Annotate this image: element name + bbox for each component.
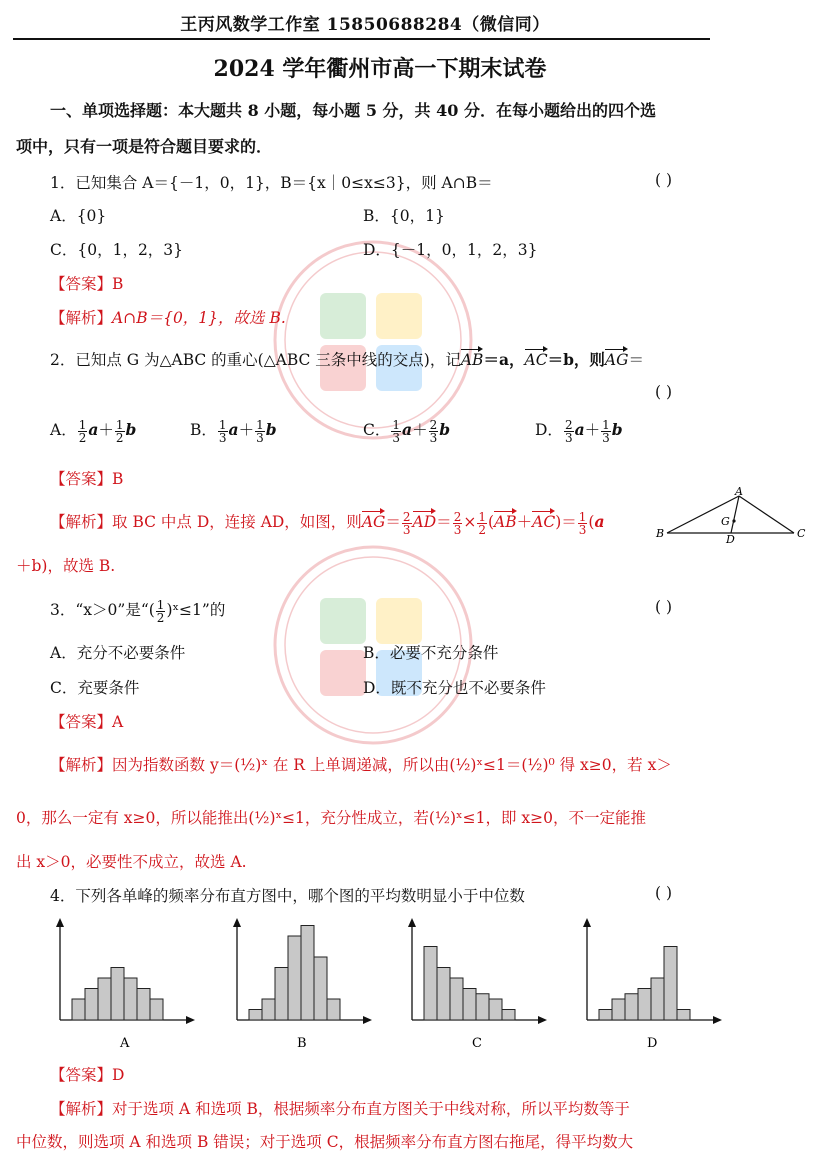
histogram-bar [288,936,301,1020]
q3-stem: 3．“x＞0”是“( $\frac{1}{2}$ )ˣ≤1”的 [50,597,226,625]
histogram-bar [137,989,150,1021]
q2-stem: 2．已知点 G 为△ABC 的重心(△ABC 三条中线的交点)，记AB＝a，AC＝b，则AG＝ [50,350,644,369]
histogram-bar [612,999,625,1020]
y-axis-arrow [408,918,416,927]
histogram-d [583,918,722,1051]
histogram-bar [262,999,275,1020]
q3-analysis: 【解析】因为指数函数 y＝(½)ˣ 在 R 上单调递减，所以由(½)ˣ≤1＝(½)⁰ 得 x≥0，若 x＞ [50,756,672,774]
q1-option-a: A．{0} [50,207,107,225]
x-axis-arrow [538,1016,547,1024]
q1-paren: ( ) [655,171,673,189]
histogram-bar [463,989,476,1021]
y-axis-arrow [233,918,241,927]
histogram-bar [664,947,677,1021]
vector-ab: AB [460,351,484,369]
histogram-bar [450,978,463,1020]
histogram-bar [314,957,327,1020]
q2-answer: 【答案】B [50,470,124,488]
q1-option-b: B．{0，1} [363,207,445,225]
histogram-a [56,918,195,1051]
q1-analysis: 【解析】A∩B＝{0，1}，故选 B. [50,309,286,327]
q3-option-a: A．充分不必要条件 [50,644,186,662]
histogram-bar [437,968,450,1021]
histogram-bar [124,978,137,1020]
histogram-bar [301,926,314,1021]
x-axis-arrow [186,1016,195,1024]
q3-paren: ( ) [655,598,673,616]
label-g: G [721,515,730,528]
q3-analysis-line3: 出 x＞0，必要性不成立，故选 A. [16,853,247,871]
histogram-label: B [297,1036,307,1051]
q4-analysis: 【解析】对于选项 A 和选项 B，根据频率分布直方图关于中线对称，所以平均数等于 [50,1100,630,1118]
histogram-bar [249,1010,262,1021]
q1-option-d: D．{－1，0，1，2，3} [363,241,538,259]
q3-option-b: B．必要不充分条件 [363,644,499,662]
header-rule [13,38,710,40]
histogram-bar [85,989,98,1021]
q4-stem: 4．下列各单峰的频率分布直方图中，哪个图的平均数明显小于中位数 [50,887,525,905]
q2-option-d: D． $\frac{2}{3}$ a＋ $\frac{1}{3}$ b [535,417,623,445]
q1-stem: 1．已知集合 A＝{－1，0，1}，B＝{x｜0≤x≤3}，则 A∩B＝ [50,174,493,192]
histogram-bar [502,1010,515,1021]
triangle-figure [655,484,810,544]
q1-answer: 【答案】B [50,275,124,293]
label-b: B [656,527,665,540]
vector-ag: AG [604,351,629,369]
histogram-bar [98,978,111,1020]
label-a: A [735,485,743,498]
label-c: C [797,527,806,540]
q2-option-c: C． $\frac{1}{3}$ a＋ $\frac{2}{3}$ b [363,417,451,445]
y-axis-arrow [56,918,64,927]
section-heading: 一、单项选择题：本大题共 8 小题，每小题 5 分，共 40 分．在每小题给出的四个选 [50,101,656,120]
histogram-bar [599,1010,612,1021]
histogram-bar [489,999,502,1020]
x-axis-arrow [363,1016,372,1024]
histogram-bar [638,989,651,1021]
q2-option-a: A． $\frac{1}{2}$ a＋ $\frac{1}{2}$ b [50,417,137,445]
label-d: D [726,533,735,544]
q4-answer: 【答案】D [50,1066,125,1084]
q2-option-b: B． $\frac{1}{3}$ a＋ $\frac{1}{3}$ b [190,417,277,445]
histogram-label: D [647,1036,658,1051]
histogram-c [408,918,547,1051]
y-axis-arrow [583,918,591,927]
q3-option-c: C．充要条件 [50,679,140,697]
q2-analysis-cont: ＋b)，故选 B. [16,557,116,575]
histogram-bar [275,968,288,1021]
vector-ac: AC [524,351,548,369]
q3-answer: 【答案】A [50,713,124,731]
histogram-label: A [120,1036,130,1051]
histogram-bar [111,968,124,1021]
histograms [40,915,740,1055]
watermark-seal [268,235,478,445]
q4-paren: ( ) [655,884,673,902]
x-axis-arrow [713,1016,722,1024]
q4-analysis-line2: 中位数，则选项 A 和选项 B 错误；对于选项 C，根据频率分布直方图右拖尾，得平均数大 [16,1133,634,1151]
page-header: 王丙风数学工作室 15850688284（微信同） [180,15,550,35]
q3-option-d: D．既不充分也不必要条件 [363,679,546,697]
histogram-bar [677,1010,690,1021]
histogram-bar [327,999,340,1020]
histogram-bar [150,999,163,1020]
section-heading-cont: 项中，只有一项是符合题目要求的． [16,137,273,156]
q2-analysis: 【解析】取 BC 中点 D，连接 AD，如图，则AG＝ $\frac{2}{3}$ AD＝ $\frac{2}{3}$ × $\frac{1}{2}$ (AB＋AC)＝ $\frac{1}{3}$ (a [50,509,605,537]
histogram-bar [72,999,85,1020]
q1-option-c: C．{0，1，2，3} [50,241,184,259]
page-title: 2024 学年衢州市高一下期末试卷 [213,56,547,82]
q3-analysis-line2: 0，那么一定有 x≥0，所以能推出(½)ˣ≤1，充分性成立，若(½)ˣ≤1，即 x≥0，不一定能推 [16,809,646,827]
histogram-label: C [472,1036,482,1051]
histogram-bar [651,978,664,1020]
histogram-b [233,918,372,1051]
histogram-bar [625,994,638,1020]
q2-paren: ( ) [655,383,673,401]
histogram-bar [424,947,437,1021]
histogram-bar [476,994,489,1020]
